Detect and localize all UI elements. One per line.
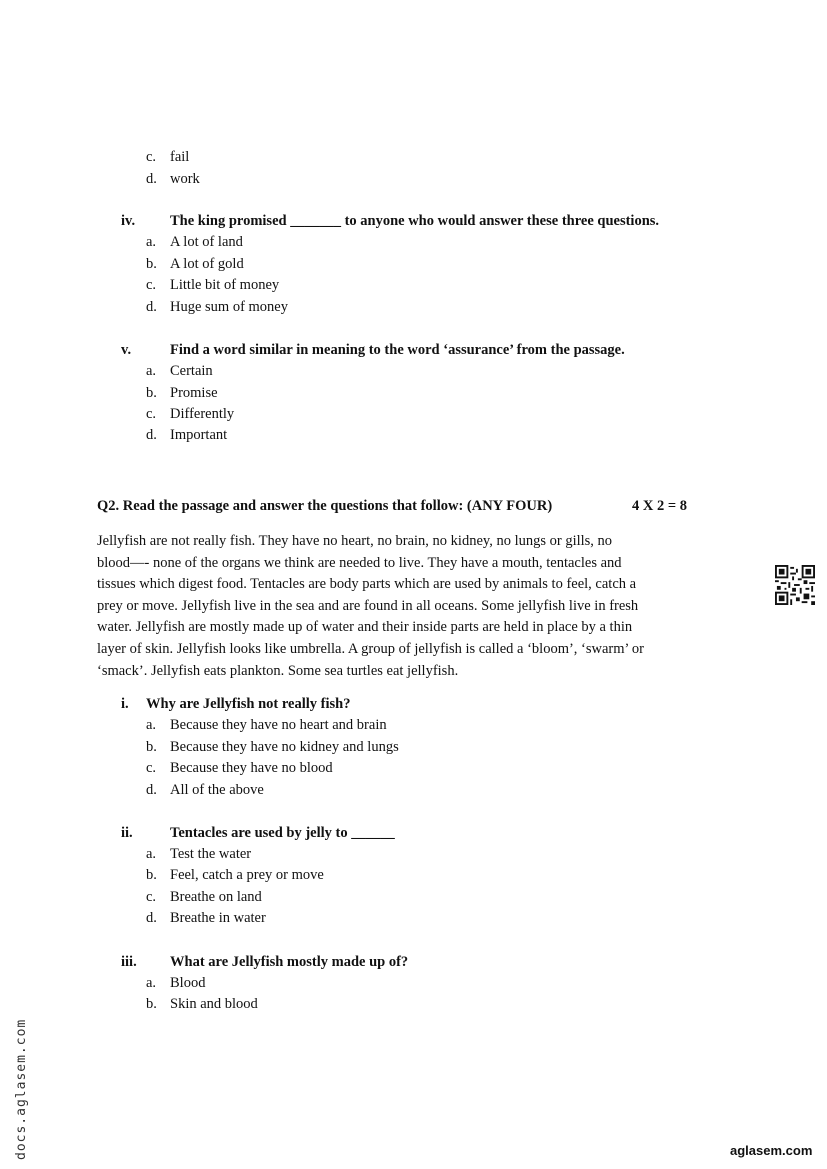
- option-letter: a.: [146, 846, 157, 862]
- question-text: The king promised _______ to anyone who would answer these three questions.: [170, 213, 660, 229]
- option-letter: b.: [146, 739, 157, 755]
- option-text: Because they have no blood: [170, 760, 333, 776]
- question-text: Tentacles are used by jelly to ______: [170, 825, 395, 841]
- qr-code-icon: [775, 565, 815, 605]
- question-number: iii.: [121, 954, 137, 970]
- question-number: ii.: [121, 825, 133, 841]
- option-letter: a.: [146, 234, 157, 250]
- option-letter: a.: [146, 717, 157, 733]
- option-letter: b.: [146, 256, 157, 272]
- option-text: fail: [170, 149, 190, 165]
- option-text: Feel, catch a prey or move: [170, 867, 324, 883]
- option-text: Test the water: [170, 846, 252, 862]
- passage-line: ‘smack’. Jellyfish eats plankton. Some sea turtles eat jellyfish.: [97, 662, 459, 679]
- option-letter: d.: [146, 910, 157, 926]
- option-letter: d.: [146, 171, 157, 187]
- section-marks: 4 X 2 = 8: [632, 498, 687, 514]
- option-letter: d.: [146, 782, 157, 798]
- option-letter: d.: [146, 299, 157, 315]
- option-letter: a.: [146, 363, 157, 379]
- option-text: Important: [170, 427, 228, 443]
- option-text: Skin and blood: [170, 996, 258, 1012]
- section-heading: Q2. Read the passage and answer the questions that follow: (ANY FOUR): [97, 498, 553, 514]
- question-text: Find a word similar in meaning to the word ‘assurance’ from the passage.: [170, 342, 625, 358]
- option-text: Blood: [170, 975, 206, 991]
- question-number: iv.: [121, 213, 136, 229]
- option-text: Differently: [170, 406, 235, 422]
- option-text: Huge sum of money: [170, 299, 288, 315]
- question-text: Why are Jellyfish not really fish?: [146, 696, 351, 712]
- question-text: What are Jellyfish mostly made up of?: [170, 954, 409, 970]
- passage-line: layer of skin. Jellyfish looks like umbrella. A group of jellyfish is called a ‘bloom’, ‘swarm’ or: [97, 640, 644, 657]
- option-letter: a.: [146, 975, 157, 991]
- option-text: Promise: [170, 385, 218, 401]
- option-letter: c.: [146, 149, 157, 165]
- option-text: Because they have no heart and brain: [170, 717, 387, 733]
- option-text: work: [170, 171, 200, 187]
- option-text: Certain: [170, 363, 213, 379]
- option-text: Breathe in water: [170, 910, 266, 926]
- passage-line: blood—- none of the organs we think are needed to live. They have a mouth, tentacles and: [97, 554, 622, 571]
- reading-passage: [97, 531, 719, 682]
- option-letter: d.: [146, 427, 157, 443]
- option-letter: c.: [146, 760, 157, 776]
- passage-line: tissues which digest food. Tentacles are body parts which are used by animals to feel, catch a: [97, 576, 637, 593]
- side-watermark: docs.aglasem.com: [14, 1018, 29, 1160]
- option-letter: c.: [146, 277, 157, 293]
- option-text: A lot of land: [170, 234, 243, 250]
- option-text: Breathe on land: [170, 889, 262, 905]
- option-text: Because they have no kidney and lungs: [170, 739, 399, 755]
- question-number: v.: [121, 342, 132, 358]
- passage-line: water. Jellyfish are mostly made up of water and their inside parts are held in place by a thin: [97, 619, 633, 636]
- option-letter: c.: [146, 889, 157, 905]
- option-text: Little bit of money: [170, 277, 280, 293]
- question-number: i.: [121, 696, 129, 712]
- option-letter: b.: [146, 867, 157, 883]
- option-text: A lot of gold: [170, 256, 244, 272]
- option-text: All of the above: [170, 782, 264, 798]
- passage-line: prey or move. Jellyfish live in the sea and are found in all oceans. Some jellyfish live in fresh: [97, 597, 639, 614]
- passage-line: Jellyfish are not really fish. They have no heart, no brain, no kidney, no lungs or gills, no: [97, 533, 613, 549]
- option-letter: b.: [146, 996, 157, 1012]
- footer-watermark: aglasem.com: [730, 1143, 813, 1158]
- option-letter: c.: [146, 406, 157, 422]
- option-letter: b.: [146, 385, 157, 401]
